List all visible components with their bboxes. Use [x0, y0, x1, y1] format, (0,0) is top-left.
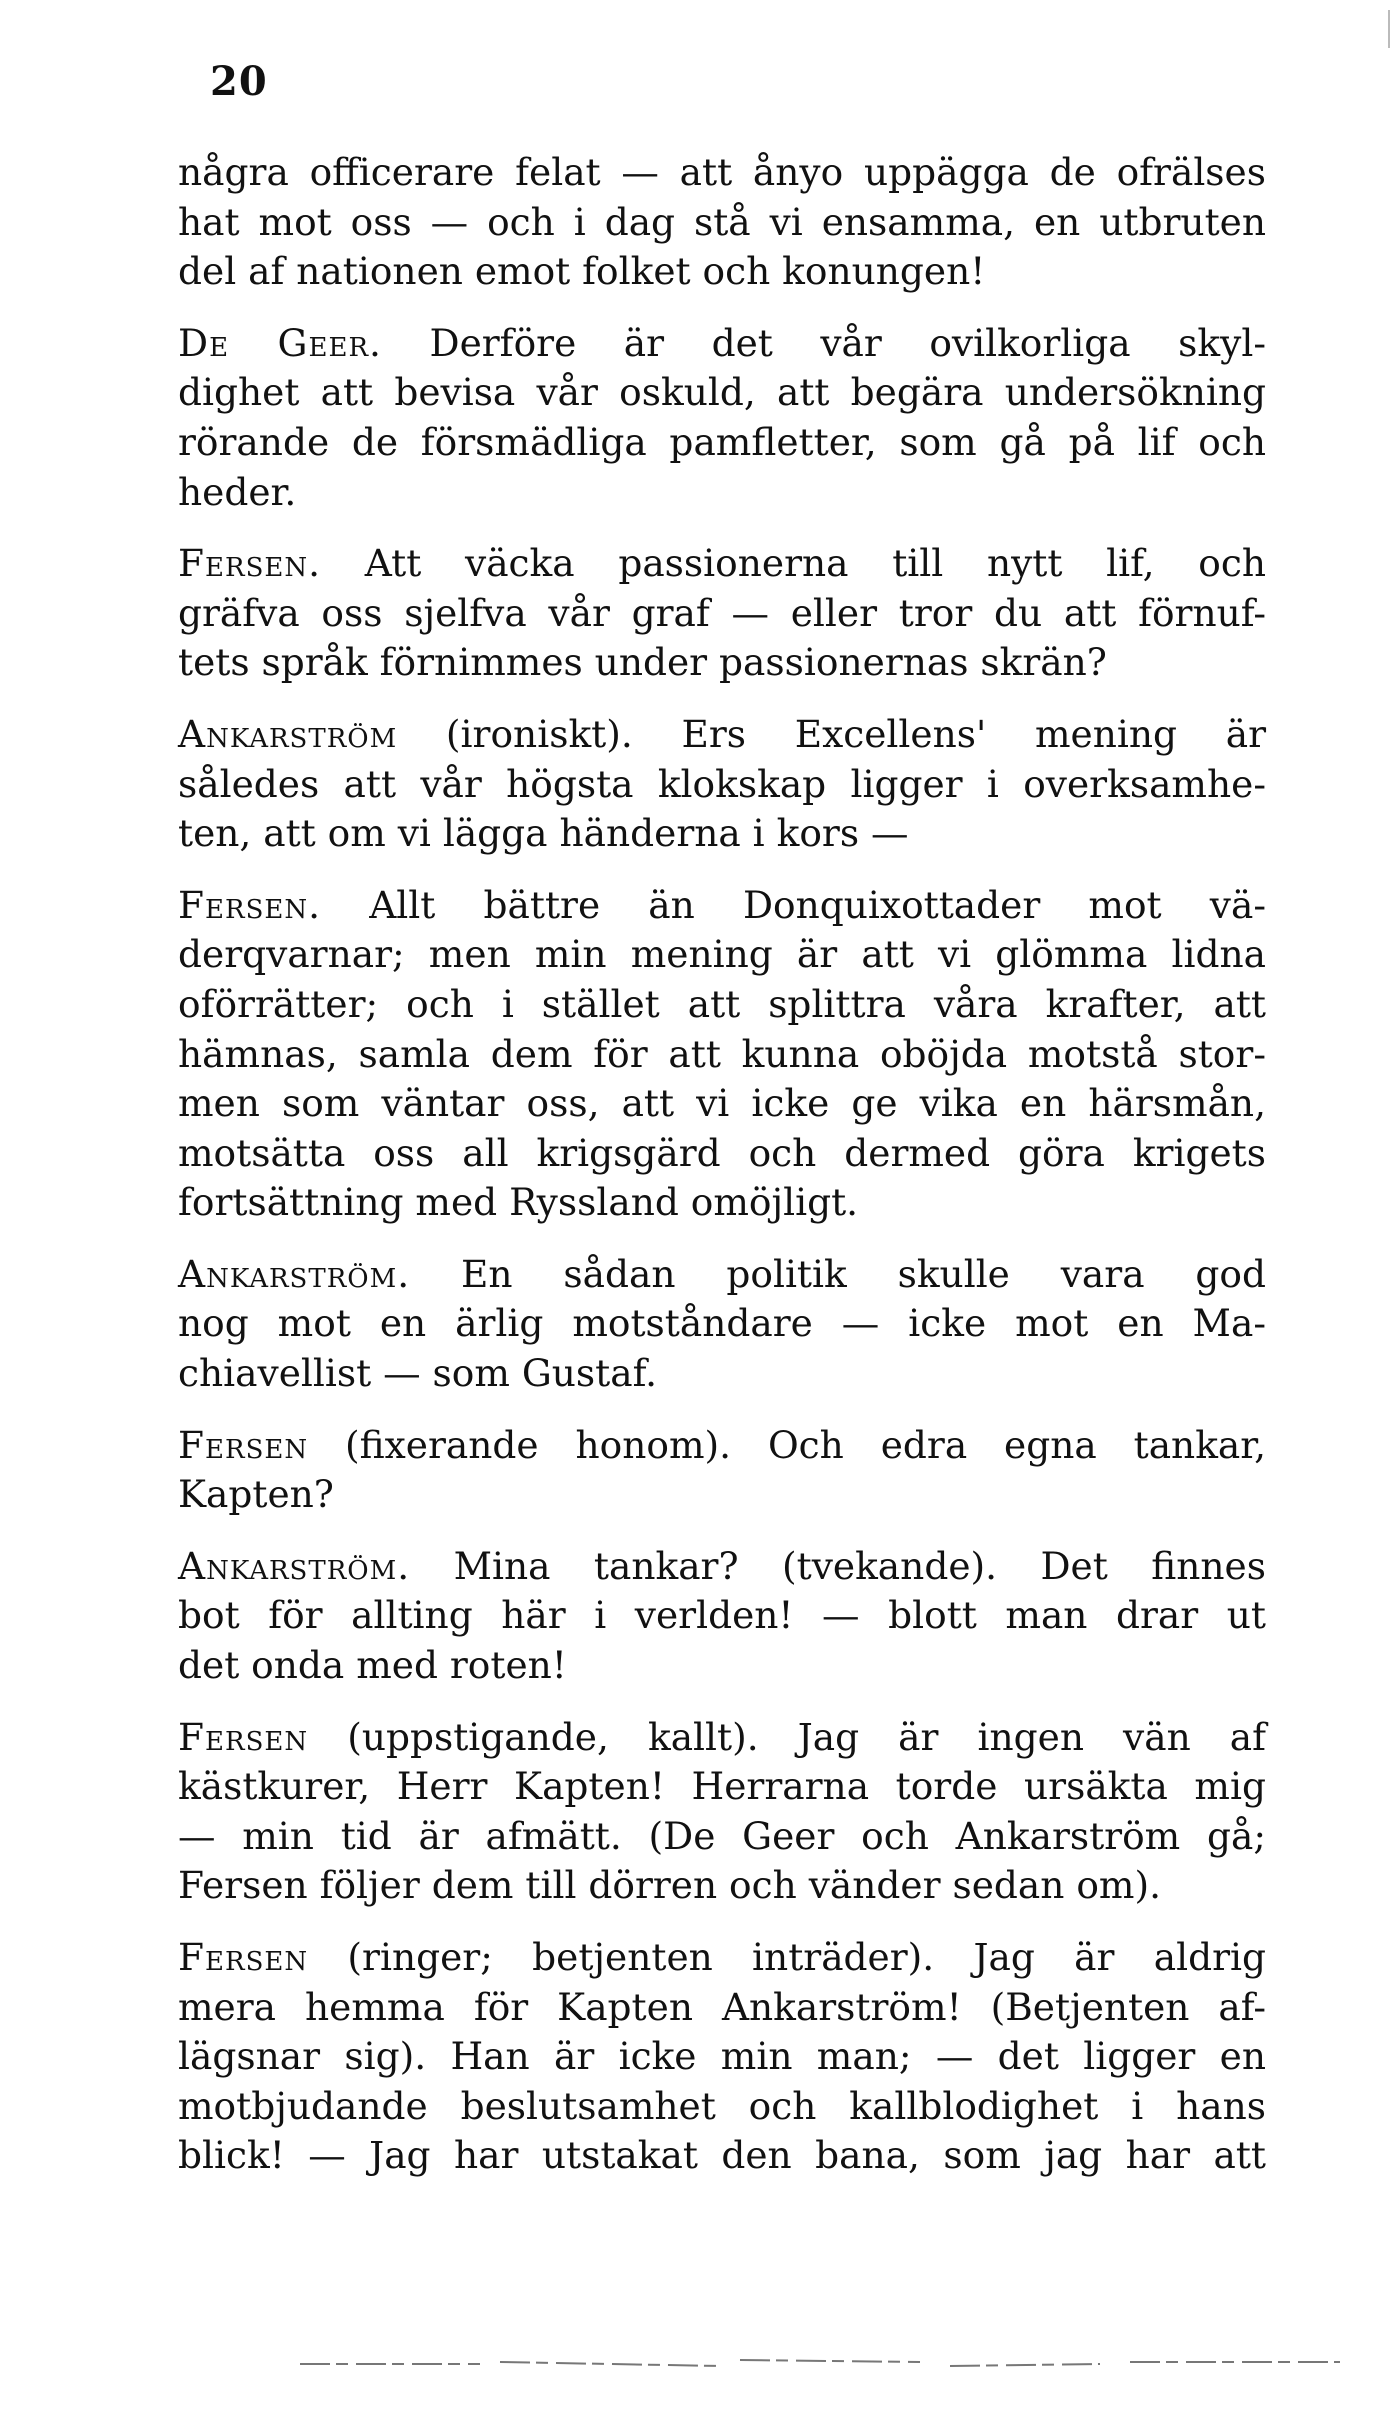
text-line: några officerare felat — att ånyo uppägga de ofrälses: [178, 150, 1266, 194]
bottom-scan-rule: [300, 2352, 1340, 2372]
text-line: bot för allting här i verlden! — blott man drar ut: [178, 1593, 1266, 1638]
paragraph-1: [178, 148, 1266, 297]
text-line: men som väntar oss, att vi icke ge vika en härsmån,: [178, 1081, 1266, 1126]
text-line: hämnas, samla dem för att kunna oböjda motstå stor-: [178, 1031, 1266, 1076]
speaker-name: Fersen: [178, 1935, 309, 1979]
paragraph-ankarstrom-2: [178, 1250, 1266, 1399]
text-line: gräfva oss sjelfva vår graf — eller tror du att förnuf-: [178, 590, 1266, 635]
text-line: Fersen (ringer; betjenten inträder). Jag är aldrig: [178, 1935, 1267, 1979]
paragraph-fersen-4: [178, 1713, 1266, 1911]
text-line: Fersen (fixerande honom). Och edra egna tankar,: [178, 1422, 1267, 1467]
text-line: Fersen (uppstigande, kallt). Jag är ingen vän af: [178, 1714, 1267, 1759]
text-line: mera hemma för Kapten Ankarström! (Betjenten af-: [178, 1984, 1266, 2029]
text-line: fortsättning med Ryssland omöjligt.: [178, 1180, 859, 1225]
stage-direction: (ironiskt).: [445, 711, 633, 756]
text-line: — min tid är afmätt. (De Geer och Ankarström gå;: [178, 1813, 1266, 1858]
text-line: Ankarström. En sådan politik skulle vara god: [178, 1251, 1266, 1296]
paragraph-fersen-5: [178, 1933, 1266, 2181]
paragraph-de-geer-1: [178, 319, 1266, 517]
speaker-name: Fersen: [178, 1422, 309, 1467]
speaker-name: Ankarström.: [178, 1251, 411, 1296]
dialogue-text: [178, 148, 1266, 2203]
speaker-name: Fersen.: [178, 541, 322, 586]
text-line: Fersen. Att väcka passionerna till nytt lif, och: [178, 541, 1266, 586]
text-line: oförrätter; och i stället att splittra våra krafter, att: [178, 981, 1266, 1026]
text-line: lägsnar sig). Han är icke min man; — det ligger en: [178, 2034, 1266, 2079]
text-line: således att vår högsta klokskap ligger i overksamhe-: [178, 761, 1266, 806]
text-line: dighet att bevisa vår oskuld, att begära undersökning: [178, 370, 1266, 415]
speaker-name: Ankarström.: [178, 1543, 411, 1588]
speaker-name: Fersen.: [178, 882, 322, 927]
text-line: heder.: [178, 469, 297, 514]
paragraph-fersen-2: [178, 881, 1266, 1228]
text-line: Fersen. Allt bättre än Donquixottader mot vä-: [178, 882, 1267, 927]
text-line: Kapten?: [178, 1472, 334, 1517]
paragraph-ankarstrom-1: [178, 710, 1266, 859]
text-line: det onda med roten!: [178, 1643, 567, 1688]
paragraph-ankarstrom-3: [178, 1542, 1266, 1691]
paragraph-fersen-3: [178, 1421, 1266, 1520]
scan-edge-mark: [1388, 10, 1390, 48]
text-line: motsätta oss all krigsgärd och dermed göra krigets: [178, 1130, 1266, 1175]
text-line: del af nationen emot folket och konungen!: [178, 249, 986, 294]
text-line: chiavellist — som Gustaf.: [178, 1351, 658, 1396]
text-line: motbjudande beslutsamhet och kallblodighet i hans: [178, 2083, 1266, 2128]
stage-direction: (uppstigande, kallt).: [347, 1714, 759, 1759]
page-number: 20: [210, 58, 268, 105]
text-line: tets språk förnimmes under passionernas skrän?: [178, 640, 1107, 685]
text-line: derqvarnar; men min mening är att vi glömma lidna: [178, 932, 1266, 977]
speaker-name: Fersen: [178, 1714, 309, 1759]
text-line: Fersen följer dem till dörren och vänder sedan om).: [178, 1863, 1162, 1908]
paragraph-fersen-1: [178, 539, 1266, 688]
stage-direction: (fixerande honom).: [345, 1422, 732, 1467]
text-line: nog mot en ärlig motståndare — icke mot en Ma-: [178, 1301, 1266, 1346]
text-line: De Geer. Derföre är det vår ovilkorliga skyl-: [178, 320, 1266, 365]
text-line: ten, att om vi lägga händerna i kors —: [178, 811, 909, 856]
speaker-name: Ankarström: [178, 711, 398, 756]
text-line: Ankarström (ironiskt). Ers Excellens' mening är: [178, 711, 1266, 756]
text-line: Ankarström. Mina tankar? (tvekande). Det finnes: [178, 1543, 1266, 1588]
text-line: hat mot oss — och i dag stå vi ensamma, en utbruten: [178, 199, 1266, 244]
text-line: kästkurer, Herr Kapten! Herrarna torde ursäkta mig: [178, 1764, 1266, 1809]
stage-direction: (ringer; betjenten inträder).: [347, 1935, 935, 1979]
speaker-name: De Geer.: [178, 320, 382, 365]
text-line: rörande de försmädliga pamfletter, som gå på lif och: [178, 419, 1266, 464]
text-line: blick! — Jag har utstakat den bana, som jag har att: [178, 2133, 1266, 2178]
